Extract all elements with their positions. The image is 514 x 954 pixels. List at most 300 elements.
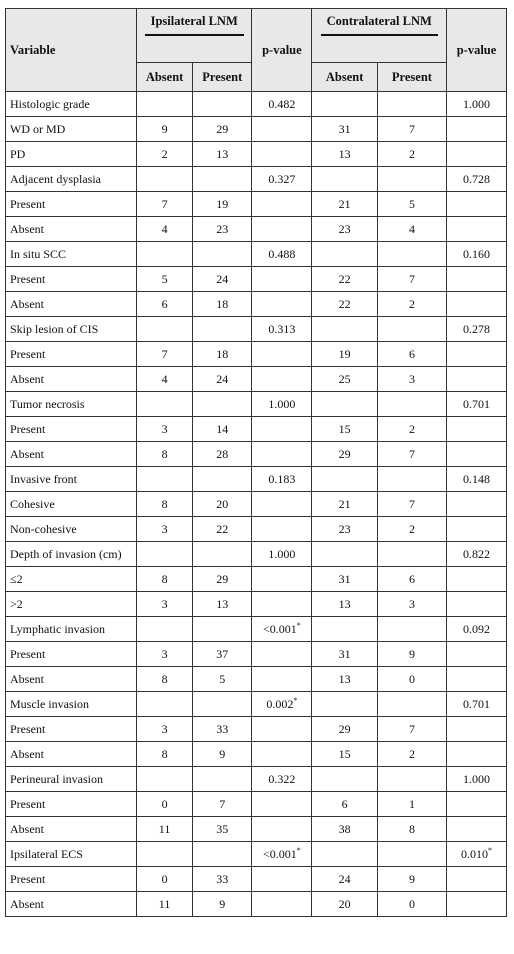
ipsilateral-pvalue-cell: [252, 417, 312, 442]
contralateral-present-cell: [377, 767, 446, 792]
contralateral-pvalue-cell: [447, 642, 507, 667]
ipsilateral-present-cell: [193, 817, 252, 842]
table-row: [6, 217, 507, 242]
ipsilateral-absent-cell-text: 8: [161, 496, 168, 511]
variable-cell-text: Absent: [10, 221, 44, 236]
variable-cell: [6, 142, 137, 167]
variable-cell: [6, 617, 137, 642]
ipsilateral-present-cell: [193, 467, 252, 492]
contralateral-present-cell: [377, 192, 446, 217]
table-row: [6, 667, 507, 692]
ipsilateral-absent-cell-text: 8: [161, 746, 168, 761]
contralateral-pvalue-cell-text: 0.728: [463, 171, 490, 186]
contralateral-present-cell-text: 2: [408, 746, 415, 761]
contralateral-absent-cell: [312, 617, 378, 642]
ipsilateral-pvalue-cell: [252, 192, 312, 217]
ipsilateral-present-cell-text: 22: [216, 521, 229, 536]
contralateral-absent-cell: [312, 192, 378, 217]
contralateral-present-cell: [377, 642, 446, 667]
contralateral-present-cell: [377, 317, 446, 342]
ipsilateral-pvalue-cell: [252, 242, 312, 267]
table-body: [6, 92, 507, 917]
variable-cell-text: Tumor necrosis: [10, 396, 85, 411]
ipsilateral-present-cell-text: 33: [216, 721, 229, 736]
contralateral-absent-cell: [312, 842, 378, 867]
contralateral-present-cell: [377, 342, 446, 367]
contralateral-pvalue-cell: [447, 292, 507, 317]
ipsilateral-absent-cell: [137, 642, 193, 667]
variable-cell-text: Present: [10, 421, 46, 436]
contralateral-absent-cell-text: 29: [338, 446, 351, 461]
contralateral-absent-cell-text: 13: [338, 596, 351, 611]
ipsilateral-pvalue-cell: [252, 217, 312, 242]
variable-cell: [6, 342, 137, 367]
variable-cell: [6, 367, 137, 392]
contralateral-pvalue-cell: [447, 817, 507, 842]
ipsilateral-pvalue-cell-text: 0.488: [268, 246, 296, 261]
contralateral-present-cell-text: 7: [408, 121, 415, 136]
ipsilateral-absent-cell: [137, 292, 193, 317]
ipsilateral-present-cell-text: 13: [216, 146, 229, 161]
contralateral-present-cell-text: 2: [408, 296, 415, 311]
contralateral-pvalue-cell: [447, 417, 507, 442]
table-row: [6, 292, 507, 317]
variable-cell-text: Adjacent dysplasia: [10, 171, 101, 186]
ipsilateral-absent-cell: [137, 742, 193, 767]
variable-cell: [6, 417, 137, 442]
contralateral-pvalue-cell: [447, 342, 507, 367]
ipsilateral-present-cell: [193, 567, 252, 592]
contralateral-absent-cell-text: 31: [338, 646, 351, 661]
ipsilateral-present-cell: [193, 642, 252, 667]
variable-cell: [6, 692, 137, 717]
ipsilateral-present-cell-text: 7: [219, 796, 226, 811]
ipsilateral-present-cell-text: 24: [216, 371, 229, 386]
contralateral-present-cell: [377, 567, 446, 592]
ipsilateral-pvalue-cell: [252, 592, 312, 617]
contralateral-present-cell-text: 1: [408, 796, 415, 811]
ipsilateral-absent-cell: [137, 517, 193, 542]
variable-cell-text: PD: [10, 146, 26, 161]
contralateral-absent-cell: [312, 392, 378, 417]
contralateral-pvalue-cell: [447, 142, 507, 167]
contralateral-absent-cell: [312, 692, 378, 717]
variable-cell-text: Invasive front: [10, 471, 77, 486]
significance-marker: *: [296, 621, 301, 630]
contralateral-present-cell-text: 4: [408, 221, 415, 236]
ipsilateral-present-cell-text: 29: [216, 121, 229, 136]
ipsilateral-present-cell: [193, 242, 252, 267]
contralateral-absent-cell: [312, 492, 378, 517]
contralateral-lnm-label: Contralateral LNM: [321, 13, 438, 36]
contralateral-present-cell: [377, 692, 446, 717]
contralateral-absent-cell: [312, 767, 378, 792]
ipsilateral-absent-cell: [137, 192, 193, 217]
contralateral-absent-cell-text: 21: [338, 196, 351, 211]
contralateral-present-cell: [377, 217, 446, 242]
table-row: [6, 692, 507, 717]
variable-cell-text: Present: [10, 646, 46, 661]
table-row: [6, 592, 507, 617]
variable-cell: [6, 392, 137, 417]
contralateral-pvalue-cell: [447, 667, 507, 692]
contralateral-absent-cell: [312, 717, 378, 742]
contralateral-pvalue-cell: [447, 117, 507, 142]
ipsilateral-pvalue-cell: [252, 442, 312, 467]
contralateral-present-cell: [377, 267, 446, 292]
contralateral-pvalue-cell: [447, 192, 507, 217]
ipsilateral-present-cell: [193, 892, 252, 917]
variable-cell: [6, 742, 137, 767]
table-row: [6, 117, 507, 142]
contralateral-absent-cell: [312, 342, 378, 367]
contralateral-absent-cell-text: 31: [338, 121, 351, 136]
ipsilateral-pvalue-cell: [252, 742, 312, 767]
ipsilateral-absent-cell: [137, 367, 193, 392]
ipsilateral-pvalue-cell-text: 0.183: [268, 471, 296, 486]
ipsilateral-absent-cell: [137, 142, 193, 167]
variable-cell: [6, 767, 137, 792]
contralateral-present-cell-text: 9: [408, 871, 415, 886]
contralateral-absent-cell-text: 13: [338, 146, 351, 161]
contralateral-present-cell-text: 7: [408, 271, 415, 286]
ipsilateral-present-cell: [193, 767, 252, 792]
contralateral-present-cell: [377, 617, 446, 642]
variable-cell: [6, 467, 137, 492]
ipsilateral-absent-cell: [137, 342, 193, 367]
variable-cell-text: Absent: [10, 896, 44, 911]
contralateral-present-cell: [377, 517, 446, 542]
table-row: [6, 242, 507, 267]
ipsilateral-pvalue-cell-text: 1.000: [268, 546, 296, 561]
ipsilateral-pvalue-cell: [252, 892, 312, 917]
contralateral-pvalue-cell-text: 0.092: [463, 621, 490, 636]
lnm-variable-table: [5, 8, 507, 917]
ipsilateral-pvalue-cell: [252, 467, 312, 492]
variable-cell: [6, 567, 137, 592]
ipsilateral-pvalue-cell: [252, 142, 312, 167]
table-row: [6, 567, 507, 592]
ipsilateral-absent-cell: [137, 492, 193, 517]
variable-cell-text: Present: [10, 271, 46, 286]
contralateral-present-cell: [377, 167, 446, 192]
contralateral-present-cell: [377, 792, 446, 817]
contralateral-pvalue-cell-text: 0.148: [463, 471, 490, 486]
ipsilateral-present-cell: [193, 492, 252, 517]
ipsilateral-absent-cell-text: 3: [161, 721, 168, 736]
ipsilateral-pvalue-cell: [252, 117, 312, 142]
contralateral-pvalue-cell: [447, 517, 507, 542]
ipsilateral-pvalue-cell: [252, 717, 312, 742]
contralateral-absent-cell: [312, 517, 378, 542]
variable-cell: [6, 517, 137, 542]
contralateral-present-cell: [377, 292, 446, 317]
variable-cell-text: >2: [10, 596, 23, 611]
contralateral-absent-cell: [312, 592, 378, 617]
variable-cell-text: Present: [10, 196, 46, 211]
ipsilateral-pvalue-cell: [252, 817, 312, 842]
variable-cell: [6, 192, 137, 217]
contralateral-present-cell: [377, 242, 446, 267]
ipsilateral-present-cell-text: 35: [216, 821, 229, 836]
variable-cell-text: Absent: [10, 371, 44, 386]
variable-cell-text: Absent: [10, 821, 44, 836]
variable-cell-text: Absent: [10, 746, 44, 761]
ipsilateral-pvalue-cell: [252, 792, 312, 817]
ipsilateral-pvalue-cell: [252, 492, 312, 517]
variable-cell-text: Non-cohesive: [10, 521, 77, 536]
table-row: [6, 617, 507, 642]
contralateral-pvalue-cell: [447, 317, 507, 342]
ipsilateral-present-cell-text: 19: [216, 196, 229, 211]
variable-cell-text: Present: [10, 871, 46, 886]
variable-cell-text: Cohesive: [10, 496, 55, 511]
contralateral-pvalue-cell: [447, 367, 507, 392]
contralateral-present-cell-text: 2: [408, 146, 415, 161]
table-row: [6, 892, 507, 917]
table-row: [6, 417, 507, 442]
table-row: [6, 192, 507, 217]
contralateral-pvalue-cell: [447, 392, 507, 417]
ipsilateral-present-cell: [193, 292, 252, 317]
contralateral-present-cell-text: 3: [408, 596, 415, 611]
contralateral-absent-cell: [312, 242, 378, 267]
ipsilateral-absent-cell-text: 5: [161, 271, 168, 286]
contralateral-present-cell: [377, 442, 446, 467]
contralateral-pvalue-cell: [447, 492, 507, 517]
variable-cell: [6, 842, 137, 867]
table-row: [6, 267, 507, 292]
contralateral-pvalue-cell-text: 0.278: [463, 321, 490, 336]
contralateral-pvalue-cell-text: 1.000: [463, 771, 490, 786]
variable-cell: [6, 292, 137, 317]
table-row: [6, 467, 507, 492]
table-row: [6, 167, 507, 192]
variable-cell: [6, 267, 137, 292]
ipsilateral-absent-cell-text: 4: [161, 371, 168, 386]
ipsilateral-present-cell-text: 9: [219, 896, 226, 911]
ipsilateral-absent-cell-text: 11: [158, 821, 171, 836]
ipsilateral-present-cell-text: 28: [216, 446, 229, 461]
contralateral-present-cell-text: 2: [408, 421, 415, 436]
ipsilateral-absent-cell: [137, 267, 193, 292]
ipsilateral-pvalue-cell-text: <0.001: [262, 847, 297, 861]
contralateral-absent-cell-text: 25: [338, 371, 351, 386]
contralateral-absent-cell-text: 31: [338, 571, 351, 586]
contralateral-present-cell: [377, 867, 446, 892]
variable-cell: [6, 317, 137, 342]
ipsilateral-absent-cell: [137, 542, 193, 567]
contralateral-absent-cell-text: 38: [338, 821, 351, 836]
table-row: [6, 792, 507, 817]
contralateral-pvalue-cell-text: 0.822: [463, 546, 490, 561]
ipsilateral-present-cell-text: 14: [216, 421, 229, 436]
contralateral-present-cell-text: 6: [408, 346, 415, 361]
ipsilateral-pvalue-cell: [252, 542, 312, 567]
variable-cell: [6, 867, 137, 892]
ipsilateral-pvalue-cell-text: 0.002: [266, 697, 294, 711]
ipsilateral-present-cell: [193, 517, 252, 542]
table-row: [6, 367, 507, 392]
ipsilateral-absent-cell: [137, 692, 193, 717]
table-row: [6, 717, 507, 742]
ipsilateral-pvalue-cell: [252, 342, 312, 367]
table-row: [6, 642, 507, 667]
variable-cell-text: Histologic grade: [10, 96, 90, 111]
contralateral-absent-cell: [312, 817, 378, 842]
variable-cell-text: ≤2: [10, 571, 23, 586]
variable-cell: [6, 117, 137, 142]
ipsilateral-present-cell: [193, 442, 252, 467]
contralateral-present-cell: [377, 742, 446, 767]
ipsilateral-lnm-label: Ipsilateral LNM: [145, 13, 244, 36]
ipsilateral-present-cell: [193, 167, 252, 192]
contralateral-present-cell: [377, 392, 446, 417]
contralateral-absent-cell: [312, 542, 378, 567]
ipsilateral-pvalue-cell-text: <0.001: [262, 622, 297, 636]
contralateral-pvalue-cell: [447, 692, 507, 717]
ipsilateral-absent-cell-text: 3: [161, 421, 168, 436]
table-row: [6, 842, 507, 867]
ipsilateral-pvalue-cell: [252, 317, 312, 342]
contralateral-pvalue-cell-text: 0.160: [463, 246, 490, 261]
ipsilateral-absent-cell-text: 2: [161, 146, 168, 161]
table-row: [6, 317, 507, 342]
variable-cell-text: Perineural invasion: [10, 771, 103, 786]
contralateral-present-cell-text: 0: [408, 896, 415, 911]
ipsilateral-absent-cell: [137, 217, 193, 242]
contralateral-present-cell-text: 7: [408, 496, 415, 511]
contralateral-pvalue-cell: [447, 717, 507, 742]
ipsilateral-absent-cell: [137, 392, 193, 417]
ipsilateral-absent-cell: [137, 767, 193, 792]
ipsilateral-absent-cell: [137, 592, 193, 617]
ipsilateral-present-cell: [193, 717, 252, 742]
significance-marker: *: [488, 846, 492, 855]
variable-cell-text: Present: [10, 721, 46, 736]
ipsilateral-pvalue-cell: [252, 617, 312, 642]
table-row: [6, 542, 507, 567]
ipsilateral-present-cell-text: 5: [219, 671, 226, 686]
ipsilateral-absent-cell-text: 3: [161, 596, 168, 611]
contralateral-pvalue-cell: [447, 892, 507, 917]
ipsilateral-pvalue-cell: [252, 567, 312, 592]
contralateral-present-cell-text: 3: [408, 371, 415, 386]
contralateral-present-cell: [377, 667, 446, 692]
ipsilateral-present-cell: [193, 342, 252, 367]
contralateral-present-cell: [377, 817, 446, 842]
contralateral-absent-cell: [312, 792, 378, 817]
contralateral-absent-cell-text: 20: [338, 896, 351, 911]
variable-cell-text: Lymphatic invasion: [10, 621, 105, 636]
variable-cell-text: Present: [10, 796, 46, 811]
variable-cell-text: Absent: [10, 296, 44, 311]
ipsilateral-present-cell: [193, 417, 252, 442]
header-row-top: [6, 9, 507, 63]
contralateral-absent-cell: [312, 642, 378, 667]
ipsilateral-present-cell: [193, 842, 252, 867]
contralateral-absent-cell-text: 19: [338, 346, 351, 361]
contralateral-pvalue-cell: [447, 842, 507, 867]
contralateral-absent-cell-text: 21: [338, 496, 351, 511]
ipsilateral-present-cell: [193, 792, 252, 817]
contralateral-present-cell: [377, 92, 446, 117]
ipsilateral-absent-cell: [137, 817, 193, 842]
contralateral-absent-cell: [312, 292, 378, 317]
contralateral-present-cell-text: 9: [408, 646, 415, 661]
contralateral-present-header: Present: [377, 63, 446, 92]
ipsilateral-absent-cell-text: 9: [161, 121, 168, 136]
ipsilateral-present-cell: [193, 667, 252, 692]
ipsilateral-absent-cell: [137, 892, 193, 917]
variable-cell: [6, 817, 137, 842]
ipsilateral-present-cell-text: 29: [216, 571, 229, 586]
ipsilateral-present-cell: [193, 142, 252, 167]
contralateral-present-cell-text: 5: [408, 196, 415, 211]
contralateral-pvalue-cell: [447, 467, 507, 492]
ipsilateral-absent-cell: [137, 317, 193, 342]
ipsilateral-absent-cell: [137, 467, 193, 492]
contralateral-present-cell: [377, 892, 446, 917]
ipsilateral-absent-cell: [137, 667, 193, 692]
significance-marker: *: [293, 696, 298, 705]
ipsilateral-pvalue-cell: [252, 667, 312, 692]
variable-cell: [6, 892, 137, 917]
ipsilateral-pvalue-cell: [252, 292, 312, 317]
ipsilateral-present-cell: [193, 92, 252, 117]
ipsilateral-pvalue-cell-text: 0.482: [268, 96, 296, 111]
ipsilateral-pvalue-cell: [252, 392, 312, 417]
contralateral-pvalue-cell-text: 0.010: [461, 847, 488, 861]
table-row: [6, 392, 507, 417]
ipsilateral-present-cell-text: 33: [216, 871, 229, 886]
ipsilateral-present-cell: [193, 542, 252, 567]
contralateral-present-cell: [377, 142, 446, 167]
variable-cell: [6, 167, 137, 192]
contralateral-present-cell: [377, 367, 446, 392]
ipsilateral-absent-cell: [137, 567, 193, 592]
contralateral-pvalue-cell: [447, 167, 507, 192]
contralateral-present-cell: [377, 117, 446, 142]
variable-cell-text: Depth of invasion (cm): [10, 546, 122, 561]
variable-cell: [6, 592, 137, 617]
ipsilateral-lnm-header: [137, 9, 252, 63]
table-row: [6, 767, 507, 792]
variable-cell-text: Present: [10, 346, 46, 361]
contralateral-absent-cell-text: 6: [341, 796, 348, 811]
ipsilateral-present-cell-text: 9: [219, 746, 226, 761]
contralateral-absent-cell-text: 22: [338, 296, 351, 311]
variable-cell: [6, 717, 137, 742]
significance-marker: *: [296, 846, 301, 855]
contralateral-absent-cell-text: 24: [338, 871, 351, 886]
contralateral-pvalue-cell: [447, 242, 507, 267]
ipsilateral-present-cell-text: 23: [216, 221, 229, 236]
contralateral-present-cell-text: 0: [408, 671, 415, 686]
contralateral-absent-cell: [312, 667, 378, 692]
variable-cell: [6, 542, 137, 567]
contralateral-present-cell: [377, 592, 446, 617]
ipsilateral-absent-cell: [137, 792, 193, 817]
contralateral-absent-cell: [312, 442, 378, 467]
ipsilateral-pvalue-cell: [252, 842, 312, 867]
variable-cell: [6, 217, 137, 242]
contralateral-present-cell-text: 6: [408, 571, 415, 586]
ipsilateral-pvalue-cell: [252, 867, 312, 892]
ipsilateral-present-cell-text: 24: [216, 271, 229, 286]
ipsilateral-absent-cell-text: 0: [161, 871, 168, 886]
contralateral-pvalue-cell-text: 0.701: [463, 396, 490, 411]
